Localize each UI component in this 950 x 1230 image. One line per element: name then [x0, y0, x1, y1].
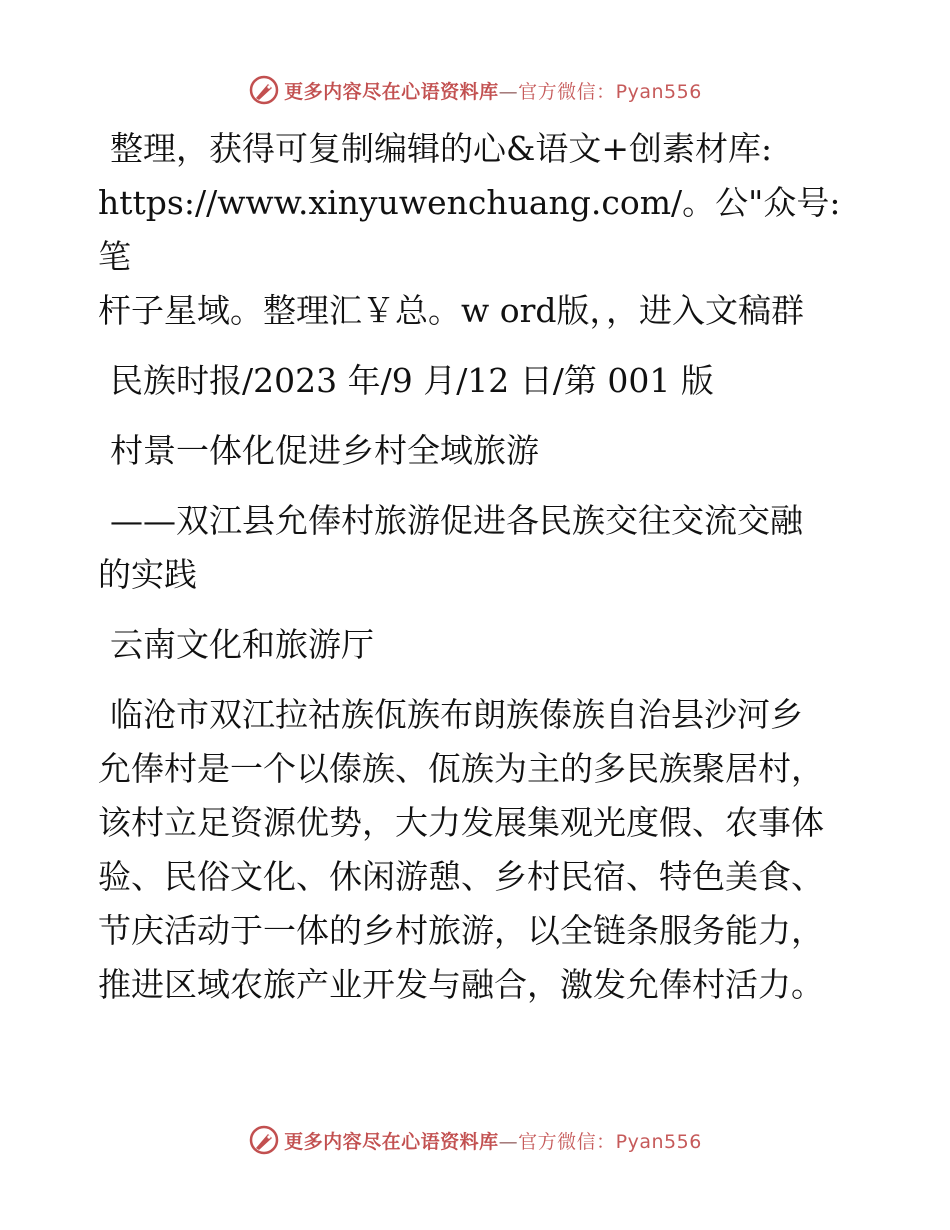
pen-nib-logo-icon [248, 74, 280, 106]
watermark-text [284, 77, 702, 104]
article-title: 村景一体化促进乡村全域旅游 [110, 431, 539, 470]
document-body [98, 122, 858, 1012]
intro-line-1: 整理，获得可复制编辑的心&语文+创素材库: [110, 129, 773, 168]
pen-nib-logo-icon [248, 1124, 280, 1156]
body-line: 该村立足资源优势，大力发展集观光度假、农事体 [98, 803, 824, 842]
article-subtitle-line-1: ——双江县允俸村旅游促进各民族交往交流交融 [110, 501, 803, 540]
author-line: 云南文化和旅游厅 [110, 625, 374, 664]
intro-line-3: 杆子星域。整理汇￥总。w ord版，，进入文稿群 [98, 291, 805, 330]
body-line: 允俸村是一个以傣族、佤族为主的多民族聚居村， [98, 749, 824, 788]
watermark-contact: 官方微信：Pyan556 [518, 1130, 702, 1153]
watermark-contact: 官方微信：Pyan556 [518, 80, 702, 103]
watermark-brand: 更多内容尽在心语资料库 [284, 1130, 499, 1153]
body-line: 临沧市双江拉祜族佤族布朗族傣族自治县沙河乡 [110, 695, 803, 734]
source-line: 民族时报/2023 年/9 月/12 日/第 001 版 [110, 361, 714, 400]
body-line: 验、民俗文化、休闲游憩、乡村民宿、特色美食、 [98, 857, 824, 896]
watermark-text [284, 1127, 702, 1154]
watermark-separator: — [498, 1130, 519, 1153]
body-line: 节庆活动于一体的乡村旅游，以全链条服务能力， [98, 911, 824, 950]
watermark-banner-top [0, 70, 950, 110]
watermark-banner-bottom [0, 1120, 950, 1160]
body-line: 推进区域农旅产业开发与融合，激发允俸村活力。 [98, 965, 824, 1004]
watermark-brand: 更多内容尽在心语资料库 [284, 80, 499, 103]
intro-line-2: https://www.xinyuwenchuang.com/。公"众号: 笔 [98, 183, 851, 276]
body-paragraph [98, 688, 858, 1012]
watermark-separator: — [498, 80, 519, 103]
article-subtitle-line-2: 的实践 [98, 555, 197, 594]
